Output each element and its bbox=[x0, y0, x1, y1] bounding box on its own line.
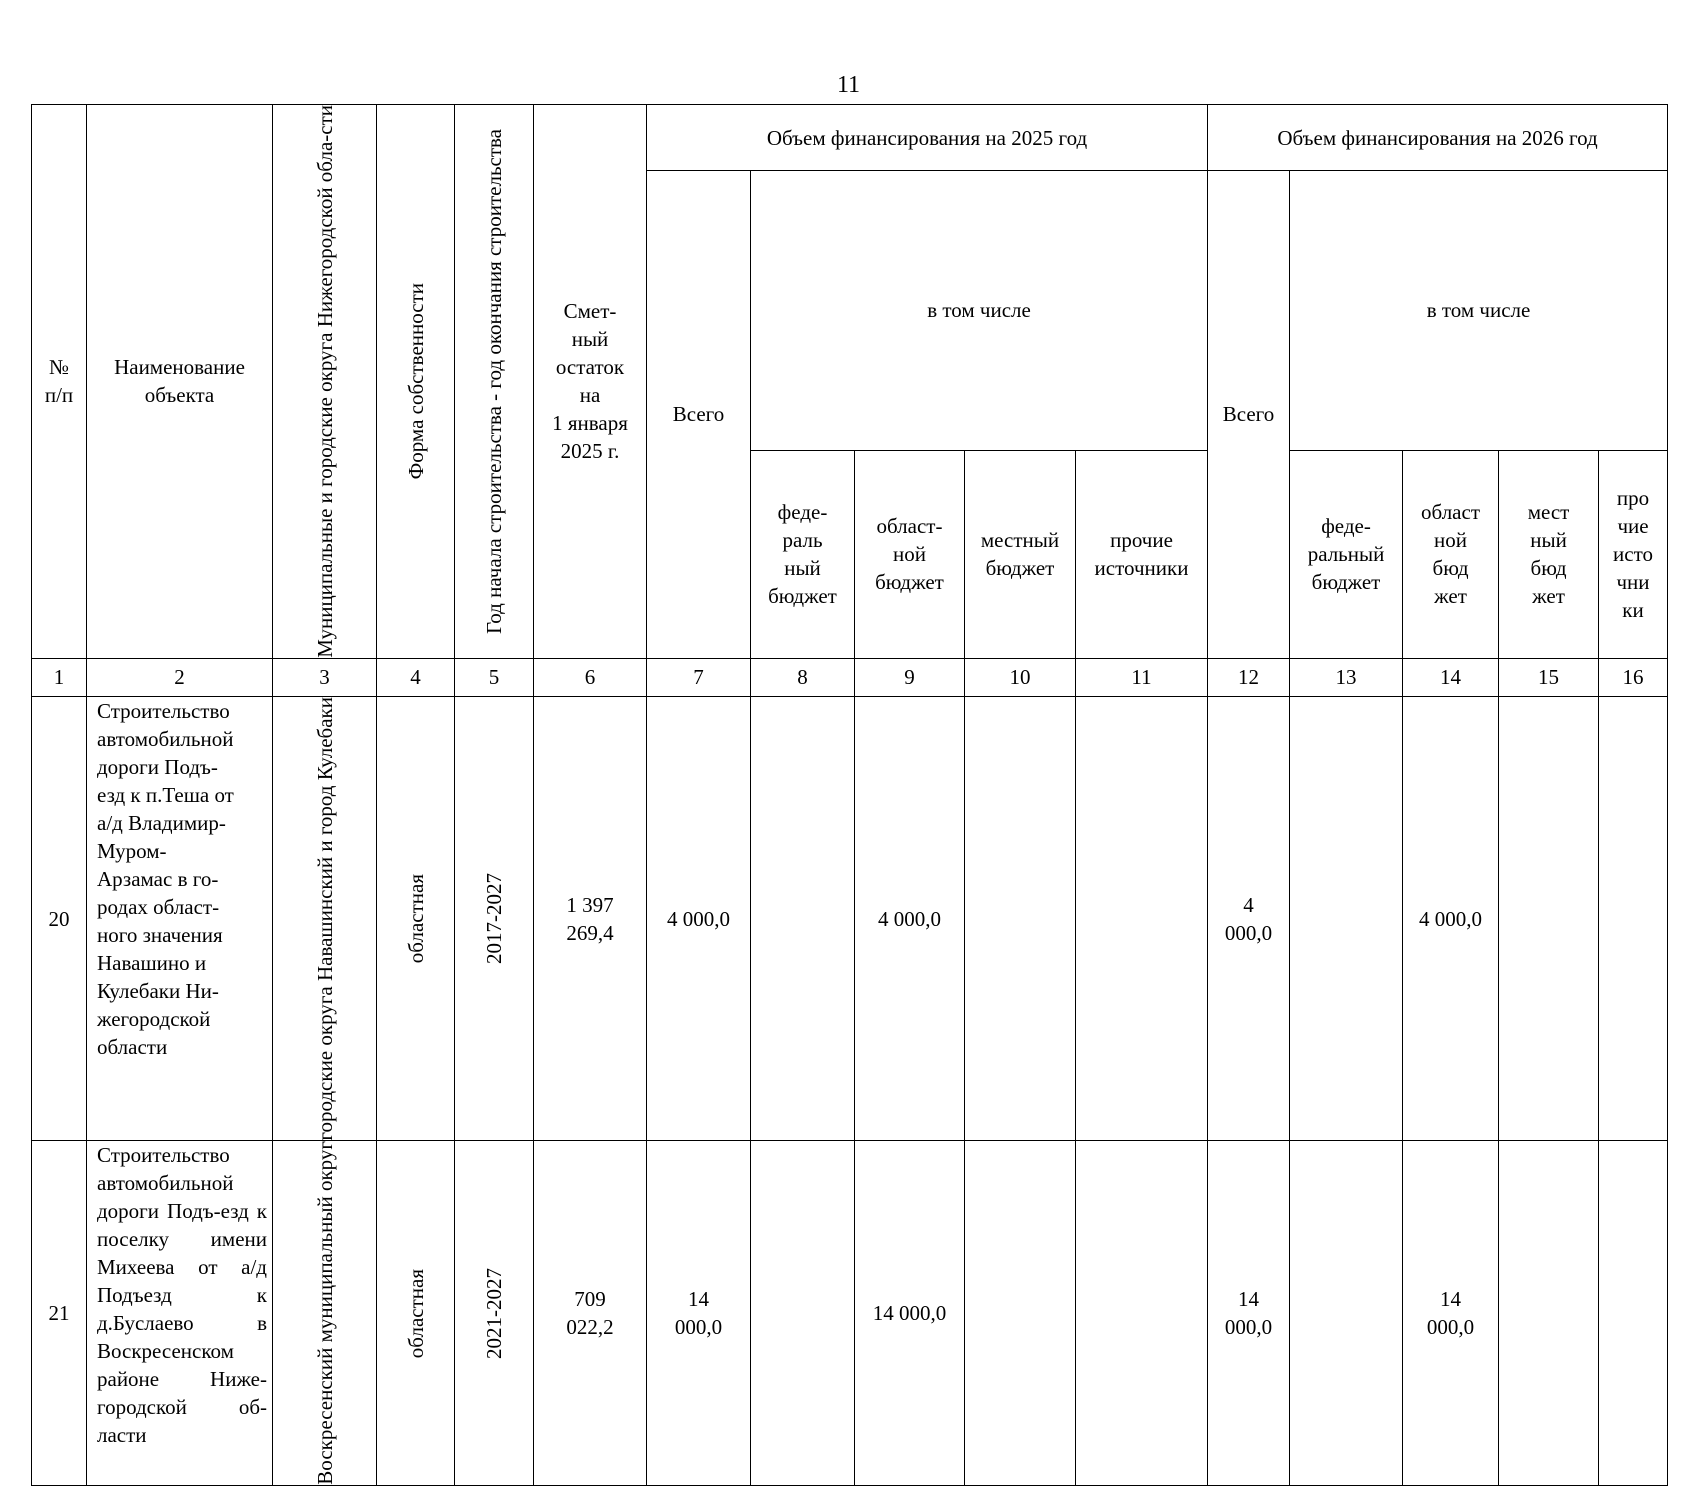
column-number: 14 bbox=[1403, 658, 1499, 696]
financing-table bbox=[31, 104, 1668, 1486]
other-2025 bbox=[1076, 1141, 1208, 1486]
other-2026 bbox=[1599, 1141, 1668, 1486]
regional-2025: 4 000,0 bbox=[855, 696, 965, 1141]
column-number: 15 bbox=[1499, 658, 1599, 696]
table-row bbox=[32, 1141, 1668, 1486]
header-num: № п/п bbox=[32, 105, 87, 659]
estimated-remainder: 709 022,2 bbox=[534, 1141, 647, 1486]
column-number: 6 bbox=[534, 658, 647, 696]
column-number: 16 bbox=[1599, 658, 1668, 696]
estimated-remainder: 1 397 269,4 bbox=[534, 696, 647, 1141]
local-2025 bbox=[965, 1141, 1076, 1486]
total-2026: 4 000,0 bbox=[1208, 696, 1290, 1141]
column-number: 10 bbox=[965, 658, 1076, 696]
federal-2026 bbox=[1290, 696, 1403, 1141]
header-total-2026: Всего bbox=[1208, 171, 1290, 659]
header-remainder: Смет- ный остаток на 1 января 2025 г. bbox=[534, 105, 647, 659]
header-local-2025: местный бюджет bbox=[965, 450, 1076, 658]
column-number: 1 bbox=[32, 658, 87, 696]
header-other-2025: прочие источники bbox=[1076, 450, 1208, 658]
local-2026 bbox=[1499, 696, 1599, 1141]
municipality: городские округа Навашинский и город Кулебаки bbox=[273, 696, 377, 1141]
column-number: 3 bbox=[273, 658, 377, 696]
column-number: 8 bbox=[751, 658, 855, 696]
page-number: 11 bbox=[836, 72, 861, 98]
row-num: 20 bbox=[32, 696, 87, 1141]
column-number: 5 bbox=[455, 658, 534, 696]
header-regional-2025: област- ной бюджет bbox=[855, 450, 965, 658]
other-2025 bbox=[1076, 696, 1208, 1141]
regional-2026: 4 000,0 bbox=[1403, 696, 1499, 1141]
column-number: 9 bbox=[855, 658, 965, 696]
other-2026 bbox=[1599, 696, 1668, 1141]
municipality: Воскресенский муниципальный округ bbox=[273, 1141, 377, 1486]
header-federal-2025: феде- раль ный бюджет bbox=[751, 450, 855, 658]
column-number-row bbox=[32, 658, 1668, 696]
construction-years: 2017-2027 bbox=[455, 696, 534, 1141]
header-municipal: Муниципальные и городские округа Нижегородской обла-сти bbox=[273, 105, 377, 659]
object-name: Строительство автомобильной дороги Подъ- езд к п.Теша от а/д Владимир- Муром- Арзамас в го- родах област- ного значения Навашино и Кулебаки Ни- жегородской области bbox=[87, 696, 273, 1141]
header-ownership: Форма собственности bbox=[377, 105, 455, 659]
header-row-1 bbox=[32, 105, 1668, 171]
column-number: 7 bbox=[647, 658, 751, 696]
regional-2025: 14 000,0 bbox=[855, 1141, 965, 1486]
header-years: Год начала строительства - год окончания строительства bbox=[455, 105, 534, 659]
header-name: Наименование объекта bbox=[87, 105, 273, 659]
header-regional-2026: област ной бюд жет bbox=[1403, 450, 1499, 658]
header-including-2025: в том числе bbox=[751, 171, 1208, 451]
total-2025: 14 000,0 bbox=[647, 1141, 751, 1486]
header-including-2026: в том числе bbox=[1290, 171, 1668, 451]
federal-2025 bbox=[751, 1141, 855, 1486]
ownership: областная bbox=[377, 696, 455, 1141]
header-federal-2026: феде- ральный бюджет bbox=[1290, 450, 1403, 658]
local-2026 bbox=[1499, 1141, 1599, 1486]
header-fin-2026: Объем финансирования на 2026 год bbox=[1208, 105, 1668, 171]
column-number: 2 bbox=[87, 658, 273, 696]
table-row bbox=[32, 696, 1668, 1141]
row-num: 21 bbox=[32, 1141, 87, 1486]
column-number: 4 bbox=[377, 658, 455, 696]
column-number: 13 bbox=[1290, 658, 1403, 696]
ownership: областная bbox=[377, 1141, 455, 1486]
total-2026: 14 000,0 bbox=[1208, 1141, 1290, 1486]
construction-years: 2021-2027 bbox=[455, 1141, 534, 1486]
column-number: 12 bbox=[1208, 658, 1290, 696]
total-2025: 4 000,0 bbox=[647, 696, 751, 1141]
federal-2025 bbox=[751, 696, 855, 1141]
header-local-2026: мест ный бюд жет bbox=[1499, 450, 1599, 658]
federal-2026 bbox=[1290, 1141, 1403, 1486]
regional-2026: 14 000,0 bbox=[1403, 1141, 1499, 1486]
header-total-2025: Всего bbox=[647, 171, 751, 659]
column-number: 11 bbox=[1076, 658, 1208, 696]
local-2025 bbox=[965, 696, 1076, 1141]
header-fin-2025: Объем финансирования на 2025 год bbox=[647, 105, 1208, 171]
object-name: Строительство автомобильной дороги Подъ-езд к поселку имени Михеева от а/д Подъезд к д.Буслаево в Воскресенском районе Ниже-городской об-ласти bbox=[87, 1141, 273, 1486]
header-other-2026: про чие исто чни ки bbox=[1599, 450, 1668, 658]
